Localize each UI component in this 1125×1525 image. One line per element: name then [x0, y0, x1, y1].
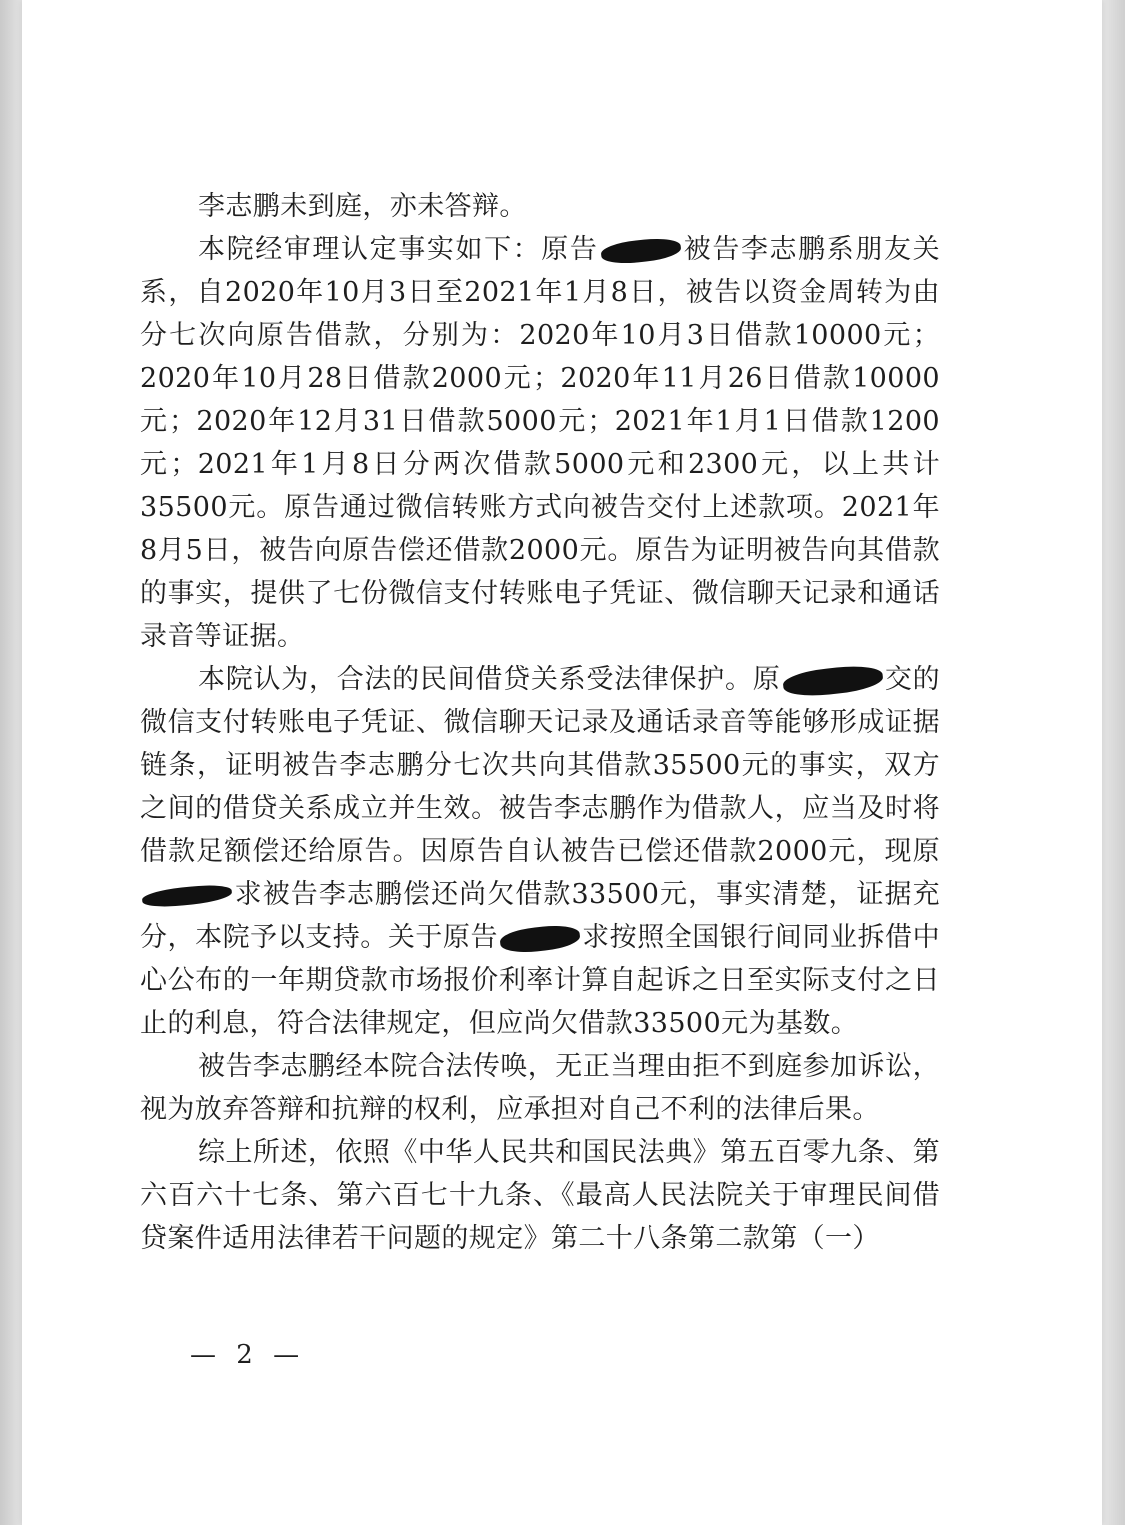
paragraph-3-text-a: 本院认为，合法的民间借贷关系受法律保护。原	[198, 664, 781, 695]
document-body	[140, 185, 940, 1260]
paragraph-1-text: 李志鹏未到庭，亦未答辩。	[198, 191, 527, 222]
page-number: — 2 —	[190, 1340, 306, 1370]
paragraph-3	[140, 658, 940, 1045]
page-shadow-right	[1102, 0, 1125, 1525]
redaction-mark	[141, 882, 232, 909]
paragraph-5-text: 综上所述，依照《中华人民共和国民法典》第五百零九条、第六百六十七条、第六百七十九条、《最高人民法院关于审理民间借贷案件适用法律若干问题的规定》第二十八条第二款第（一）	[140, 1137, 940, 1254]
paragraph-4-text: 被告李志鹏经本院合法传唤，无正当理由拒不到庭参加诉讼，视为放弃答辩和抗辩的权利，应承担对自己不利的法律后果。	[140, 1051, 940, 1125]
paragraph-4	[140, 1045, 940, 1131]
paragraph-3-text-b: 交的微信支付转账电子凭证、微信聊天记录及通话录音等能够形成证据链条，证明被告李志鹏分七次共向其借款35500元的事实，双方之间的借贷关系成立并生效。被告李志鹏作为借款人，应当及时将借款足额偿还给原告。因原告自认被告已偿还借款2000元，现原	[140, 664, 940, 867]
paragraph-1	[140, 185, 940, 228]
paragraph-2	[140, 228, 940, 658]
paragraph-2-text-a: 本院经审理认定事实如下：原告	[198, 234, 599, 265]
paragraph-3-text-d: 求按照全国银行间同业拆借中心公布的一年期贷款市场报价利率计算自起诉之日至实际支付之日止的利息，符合法律规定，但应尚欠借款33500元为基数。	[140, 922, 940, 1039]
page-shadow-left	[0, 0, 22, 1525]
paragraph-5	[140, 1131, 940, 1260]
paragraph-3-text-c: 求被告李志鹏偿还尚欠借款33500元，事实清楚，证据充分，本院予以支持。关于原告	[140, 879, 940, 953]
redaction-mark	[600, 235, 682, 265]
redaction-mark	[499, 922, 581, 954]
redaction-mark	[781, 662, 883, 698]
paragraph-2-text-b: 被告李志鹏系朋友关系，自2020年10月3日至2021年1月8日，被告以资金周转为由分七次向原告借款，分别为：2020年10月3日借款10000元；2020年10月28日借款2000元；2020年11月26日借款10000元；2020年12月31日借款5000元；2021年1月1日借款1200元；2021年1月8日分两次借款5000元和2300元，以上共计35500元。原告通过微信转账方式向被告交付上述款项。2021年8月5日，被告向原告偿还借款2000元。原告为证明被告向其借款的事实，提供了七份微信支付转账电子凭证、微信聊天记录和通话录音等证据。	[140, 234, 940, 652]
